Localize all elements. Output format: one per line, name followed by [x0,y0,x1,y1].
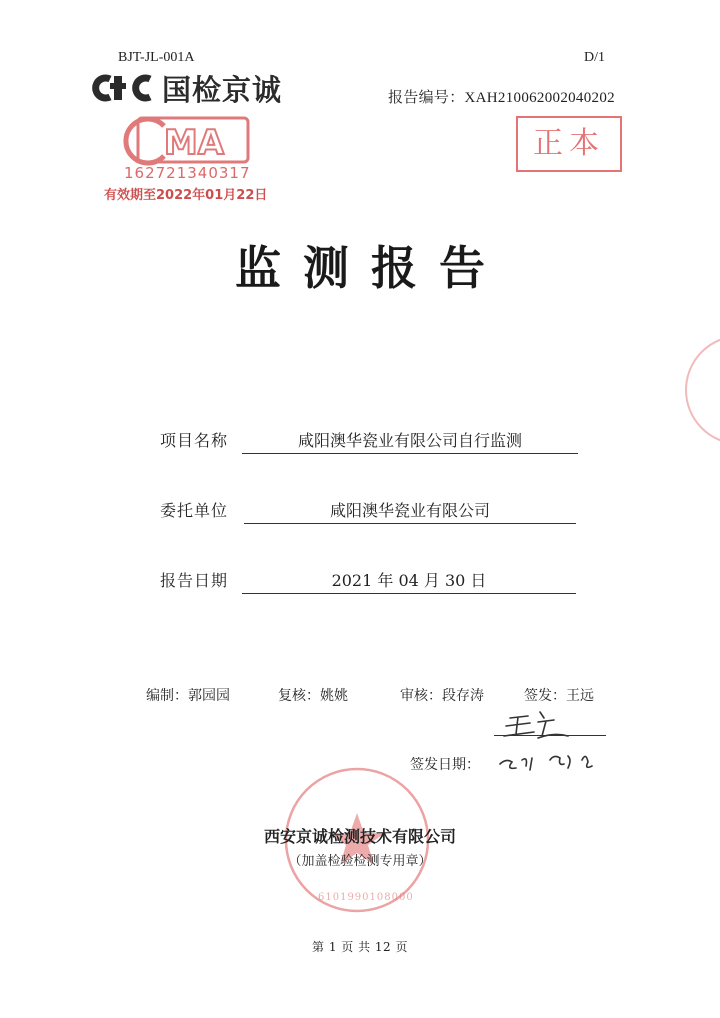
report-title: 监测报告 [235,241,507,295]
original-copy-stamp: 正本 [516,116,622,172]
edge-seal-icon [680,330,720,450]
report-number-value: XAH210062002040202 [464,90,615,106]
client-label: 委托单位 [160,501,229,520]
report-number-label: 报告编号： [388,90,465,106]
signature-line [494,735,606,736]
cma-validity: 有效期至2022年01月22日 [104,188,268,203]
compiler: 编制：郭园园 [146,688,230,704]
report-date-value: 2021 年 04 月 30 日 [242,568,576,594]
cma-stamp-text: MA [163,123,225,163]
issuer: 签发：王远 [524,688,594,704]
seal-code: 6101990108000 [318,892,414,903]
project-name-label: 项目名称 [160,431,229,450]
issue-date-label: 签发日期： [410,757,480,773]
reviewer: 复核：姚姚 [278,688,348,704]
client-value: 咸阳澳华瓷业有限公司 [244,498,576,524]
company-name: 西安京诚检测技术有限公司 [263,827,456,846]
company-seal-note: （加盖检验检测专用章） [288,854,432,869]
cma-number: 162721340317 [124,164,251,182]
auditor: 审核：段存涛 [400,688,484,704]
company-logo [92,70,282,106]
ctc-logo-icon [92,73,156,103]
logo-company-name: 国检京诚 [162,72,283,107]
handwritten-signature-icon [494,700,614,780]
page-mark: D/1 [584,50,605,65]
page-footer: 第 1 页 共 12 页 [312,940,408,954]
report-number [388,86,615,107]
report-date-label: 报告日期 [160,571,229,590]
document-code: BJT-JL-001A [118,50,195,65]
project-name-value: 咸阳澳华瓷业有限公司自行监测 [242,428,578,454]
